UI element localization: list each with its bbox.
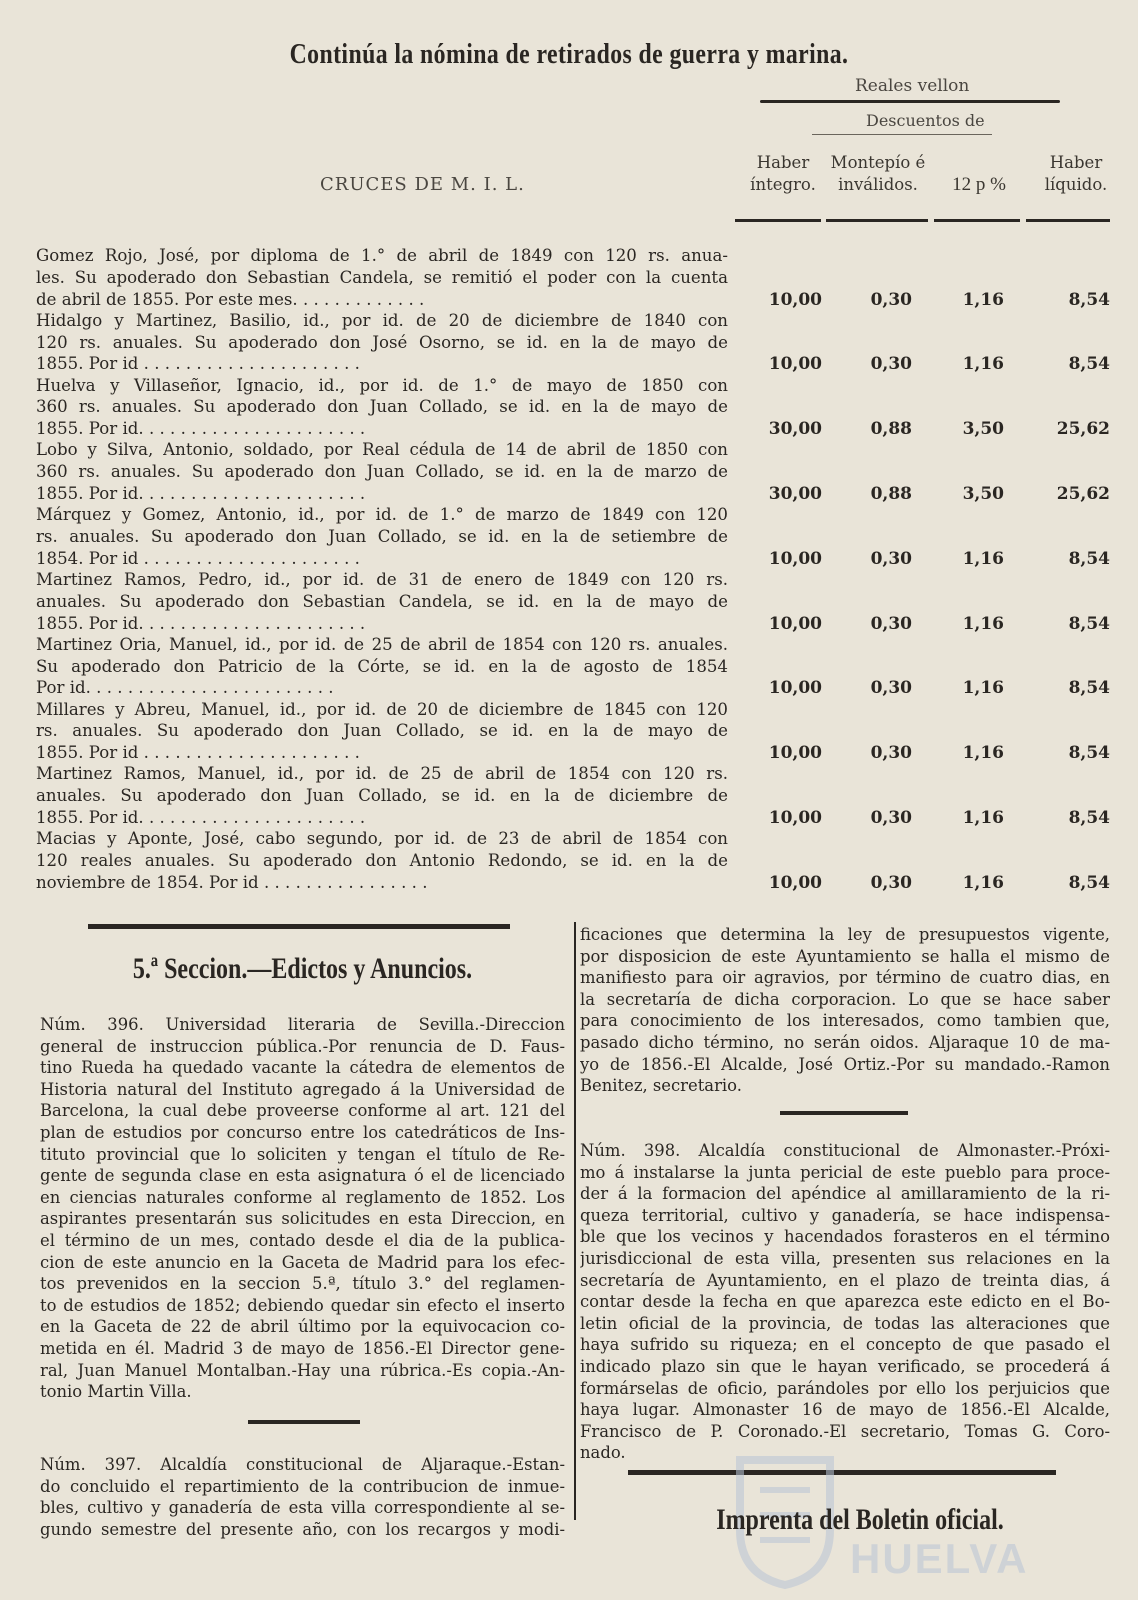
haber-integro-value: 10,00 (768, 548, 822, 569)
entry-line: 120 reales anuales. Su apoderado don Antonio Redondo, se id. en la de (36, 850, 728, 870)
haber-liquido-value: 8,54 (1068, 678, 1110, 699)
notice-line: tituto provincial que lo soliciten y tengan el título de Re- (40, 1144, 565, 1164)
notice-line: gundo semestre del presente año, con los recargos y modi- (40, 1519, 565, 1539)
montepio-value: 0,88 (870, 484, 912, 504)
col-haber-integro-line1: Haber (756, 153, 810, 172)
notice-line: to de estudios de 1852; debiendo quedar sin efecto el inserto (40, 1295, 565, 1315)
notice-398 (580, 1140, 1110, 1464)
col-haber-liquido-line2: líquido. (1044, 175, 1108, 194)
notice-divider-396 (248, 1420, 360, 1424)
notice-divider-397 (780, 1111, 908, 1115)
entry-line: 1855. Por id. . . . . . . . . . . . . . . . . . . . . . (36, 483, 366, 503)
section-divider (88, 924, 510, 929)
notice-397 (40, 1454, 565, 1540)
section-heading: 5.ª Seccion.—Edictos y Anuncios. (132, 952, 473, 985)
entry-line: 1855. Por id. . . . . . . . . . . . . . . . . . . . . . (36, 419, 366, 439)
entry-line: 360 rs. anuales. Su apoderado don Juan Collado, se id. en la de marzo de (36, 462, 728, 482)
entry-line: rs. anuales. Su apoderado don Juan Collado, se id. en la de mayo de (36, 721, 728, 741)
notice-line: pasado dicho término, no serán oidos. Aljaraque 10 de ma- (580, 1032, 1110, 1052)
haber-liquido-value: 8,54 (1068, 743, 1110, 764)
col-montepio-line1: Montepío é (830, 153, 926, 172)
montepio-value: 0,88 (870, 419, 912, 440)
section-label: CRUCES DE M. I. L. (320, 174, 525, 195)
notice-line: der á la formacion del apéndice al amillaramiento de la ri- (580, 1184, 1110, 1204)
pct-value: 1,16 (962, 743, 1004, 764)
notice-line: plan de estudios por concurso entre los catedráticos de Ins- (40, 1122, 565, 1142)
notice-line: Barcelona, la cual debe proveerse conforme al art. 121 del (40, 1101, 565, 1121)
notice-line: indicado plazo sin que le hayan verificado, se procederá á (580, 1356, 1110, 1376)
pct-value: 1,16 (962, 808, 1004, 828)
notice-line: tos prevenidos en la seccion 5.ª, título 3.° del reglamen- (40, 1274, 565, 1294)
notice-line: manifiesto para oir agravios, por término de cuatro dias, en (580, 968, 1110, 988)
notice-line: nado. (580, 1443, 626, 1463)
col-rule-2 (826, 219, 928, 222)
imprenta-footer: Imprenta del Boletin oficial. (716, 1503, 1004, 1536)
col-haber-integro (748, 152, 818, 196)
notice-397-continued (580, 924, 1110, 1097)
pct-value: 1,16 (962, 613, 1004, 634)
col-rule-3 (934, 219, 1020, 222)
montepio-value: 0,30 (870, 678, 912, 699)
entry-line: noviembre de 1854. Por id . . . . . . . . . . . . . . . . (36, 872, 428, 892)
montepio-value: 0,30 (870, 289, 912, 310)
notice-line: ficaciones que determina la ley de presupuestos vigente, (580, 925, 1110, 944)
notice-line: secretaría de Ayuntamiento, en el plazo de treinta dias, á (580, 1270, 1110, 1290)
pct-value: 3,50 (962, 484, 1004, 504)
notice-line: mo á instalarse la junta pericial de este pueblo para proce- (580, 1162, 1110, 1182)
haber-liquido-value: 8,54 (1068, 548, 1110, 569)
notice-line: Núm. 396. Universidad literaria de Sevilla.-Direccion (40, 1015, 565, 1034)
col-rule-4 (1026, 219, 1110, 222)
notice-line: haya sufrido su riqueza; en el concepto de que pasado el (580, 1335, 1110, 1355)
entry-line: rs. anuales. Su apoderado don Juan Collado, se id. en la de setiembre de (36, 526, 728, 546)
entry-line: 360 rs. anuales. Su apoderado don Juan Collado, se id. en la de mayo de (36, 397, 728, 417)
column-divider (574, 922, 576, 1520)
col-montepio-line2: inválidos. (838, 175, 918, 194)
watermark-text: HUELVA (850, 1535, 1029, 1582)
haber-integro-value: 10,00 (768, 613, 822, 634)
entry-line: 1855. Por id. . . . . . . . . . . . . . . . . . . . . . (36, 807, 366, 827)
notice-line: en ciencias naturales conforme al reglamento de 1852. Los (40, 1187, 565, 1207)
notice-line: formárselas de oficio, parándoles por ello los perjuicios que (580, 1378, 1110, 1398)
descuentos-header: Descuentos de (866, 111, 985, 130)
col-haber-liquido (1036, 152, 1116, 196)
haber-liquido-value: 8,54 (1068, 872, 1110, 893)
notice-line: ble que los vecinos y hacendados forasteros en el término (580, 1227, 1110, 1247)
pct-value: 1,16 (962, 548, 1004, 569)
retirado-entry (36, 439, 728, 504)
notice-line: ral, Juan Manuel Montalban.-Hay una rúbrica.-Es copia.-An- (40, 1360, 565, 1380)
haber-liquido-value: 8,54 (1068, 354, 1110, 375)
entry-line: Su apoderado don Patricio de la Córte, se id. en la de agosto de 1854 (36, 656, 728, 676)
retirado-entry (36, 504, 728, 569)
entry-line: les. Su apoderado don Sebastian Candela, se remitió el poder con la cuenta (36, 267, 728, 287)
notice-line: general de instruccion pública.-Por renuncia de D. Faus- (40, 1036, 565, 1056)
entry-line: Lobo y Silva, Antonio, soldado, por Real cédula de 14 de abril de 1850 con (36, 440, 728, 460)
col-montepio (828, 152, 928, 196)
retirado-entry (36, 310, 728, 375)
entry-line: 1855. Por id. . . . . . . . . . . . . . . . . . . . . . (36, 613, 366, 633)
notice-396 (40, 1014, 565, 1403)
pct-value: 1,16 (962, 872, 1004, 893)
notice-line: por disposicion de este Ayuntamiento se halla el mismo de (580, 946, 1110, 966)
retirado-entry (36, 699, 728, 764)
entry-line: Martinez Ramos, Pedro, id., por id. de 31 de enero de 1849 con 120 rs. (36, 570, 728, 589)
notice-line: tino Rueda ha quedado vacante la cátedra de elementos de (40, 1058, 565, 1078)
haber-liquido-value: 25,62 (1056, 484, 1110, 504)
haber-liquido-value: 8,54 (1068, 289, 1110, 310)
haber-integro-value: 10,00 (768, 354, 822, 375)
haber-integro-value: 10,00 (768, 872, 822, 893)
entry-line: 1855. Por id . . . . . . . . . . . . . . . . . . . . . (36, 354, 360, 374)
entry-line: Gomez Rojo, José, por diploma de 1.° de abril de 1849 con 120 rs. anua- (36, 246, 728, 265)
reales-vellon-header: Reales vellon (855, 76, 970, 96)
col-rule-1 (735, 219, 821, 222)
haber-integro-value: 10,00 (768, 808, 822, 828)
notice-line: Benitez, secretario. (580, 1076, 742, 1096)
pct-value: 1,16 (962, 678, 1004, 699)
haber-integro-value: 10,00 (768, 743, 822, 764)
entry-line: Millares y Abreu, Manuel, id., por id. de 20 de diciembre de 1845 con 120 (36, 699, 728, 719)
entry-line: Por id. . . . . . . . . . . . . . . . . . . . . . . . (36, 678, 334, 698)
haber-integro-value: 30,00 (768, 419, 822, 440)
retirado-entry (36, 569, 728, 634)
notice-line: Núm. 398. Alcaldía constitucional de Almonaster.-Próxi- (580, 1141, 1110, 1160)
notice-line: yo de 1856.-El Alcalde, José Ortiz.-Por su mandado.-Ramon (580, 1054, 1110, 1074)
notice-line: bles, cultivo y ganadería de esta villa correspondiente al se- (40, 1498, 565, 1518)
notice-line: queza territorial, cultivo y ganadería, se hace indispensa- (580, 1205, 1110, 1225)
pct-value: 3,50 (962, 419, 1004, 440)
notice-line: tonio Martin Villa. (40, 1382, 192, 1402)
montepio-value: 0,30 (870, 613, 912, 634)
entry-line: Huelva y Villaseñor, Ignacio, id., por id. de 1.° de mayo de 1850 con (36, 375, 728, 395)
retirado-entry (36, 763, 728, 828)
haber-liquido-value: 8,54 (1068, 613, 1110, 634)
notice-line: la secretaría de dicha corporacion. Lo que se hace saber (580, 989, 1110, 1009)
entry-line: 120 rs. anuales. Su apoderado don José Osorno, se id. en la de mayo de (36, 332, 728, 352)
notice-line: do concluido el repartimiento de la contribucion de inmue- (40, 1476, 565, 1496)
col-haber-liquido-line1: Haber (1049, 153, 1103, 172)
montepio-value: 0,30 (870, 743, 912, 764)
entry-line: Macias y Aponte, José, cabo segundo, por id. de 23 de abril de 1854 con (36, 829, 728, 849)
entry-line: anuales. Su apoderado don Sebastian Candela, se id. en la de mayo de (36, 591, 728, 611)
notice-line: Historia natural del Instituto agregado á la Universidad de (40, 1079, 565, 1099)
entry-line: Martinez Oria, Manuel, id., por id. de 25 de abril de 1854 con 120 rs. anuales. (36, 634, 728, 654)
descuentos-rule (812, 134, 992, 135)
entry-line: Márquez y Gomez, Antonio, id., por id. de 1.° de marzo de 1849 con 120 (36, 505, 728, 525)
notice-line: letin oficial de la provincia, de todas las alteraciones que (580, 1313, 1110, 1333)
montepio-value: 0,30 (870, 548, 912, 569)
entry-line: de abril de 1855. Por este mes. . . . . . . . . . . . . (36, 289, 425, 309)
notice-line: aspirantes presentarán sus solicitudes en esta Direccion, en (40, 1209, 565, 1229)
entry-line: Martinez Ramos, Manuel, id., por id. de 25 de abril de 1854 con 120 rs. (36, 764, 728, 784)
col-pct: 12 p % (952, 174, 1006, 195)
reales-rule (760, 100, 1060, 103)
entry-line: Hidalgo y Martinez, Basilio, id., por id. de 20 de diciembre de 1840 con (36, 310, 728, 330)
page-title: Continúa la nómina de retirados de guerra y marina. (289, 38, 849, 70)
haber-integro-value: 10,00 (768, 289, 822, 310)
col-haber-integro-line2: íntegro. (750, 175, 816, 194)
haber-liquido-value: 8,54 (1068, 808, 1110, 828)
notice-line: para conocimiento de los interesados, como tambien que, (580, 1011, 1110, 1031)
retirado-entry (36, 828, 728, 893)
haber-integro-value: 30,00 (768, 484, 822, 504)
haber-liquido-value: 25,62 (1056, 419, 1110, 440)
retirado-entry (36, 375, 728, 440)
notice-line: haya lugar. Almonaster 16 de mayo de 1856.-El Alcalde, (580, 1400, 1110, 1420)
montepio-value: 0,30 (870, 808, 912, 828)
retirado-entry (36, 245, 728, 310)
notice-line: contar desde la fecha en que aparezca este edicto en el Bo- (580, 1292, 1110, 1312)
entry-line: 1854. Por id . . . . . . . . . . . . . . . . . . . . . (36, 548, 360, 568)
pct-value: 1,16 (962, 289, 1004, 310)
notice-line: Núm. 397. Alcaldía constitucional de Aljaraque.-Estan- (40, 1455, 565, 1474)
notice-line: gente de segunda clase en esta asignatura ó el de licenciado (40, 1166, 565, 1186)
notice-line: el término de un mes, contado desde el dia de la publica- (40, 1230, 565, 1250)
entry-line: 1855. Por id . . . . . . . . . . . . . . . . . . . . . (36, 743, 360, 763)
notice-line: cion de este anuncio en la Gaceta de Madrid para los efec- (40, 1252, 565, 1272)
montepio-value: 0,30 (870, 872, 912, 893)
montepio-value: 0,30 (870, 354, 912, 375)
notice-line: en la Gaceta de 22 de abril último por la equivocacion co- (40, 1317, 565, 1337)
pct-value: 1,16 (962, 354, 1004, 375)
notice-line: metida en él. Madrid 3 de mayo de 1856.-El Director gene- (40, 1338, 565, 1358)
notice-line: jurisdiccional de esta villa, presenten sus relaciones en la (580, 1248, 1110, 1268)
entry-line: anuales. Su apoderado don Juan Collado, se id. en la de diciembre de (36, 786, 728, 806)
haber-integro-value: 10,00 (768, 678, 822, 699)
notice-line: Francisco de P. Coronado.-El secretario, Tomas G. Coro- (580, 1421, 1110, 1441)
retirado-entry (36, 634, 728, 699)
